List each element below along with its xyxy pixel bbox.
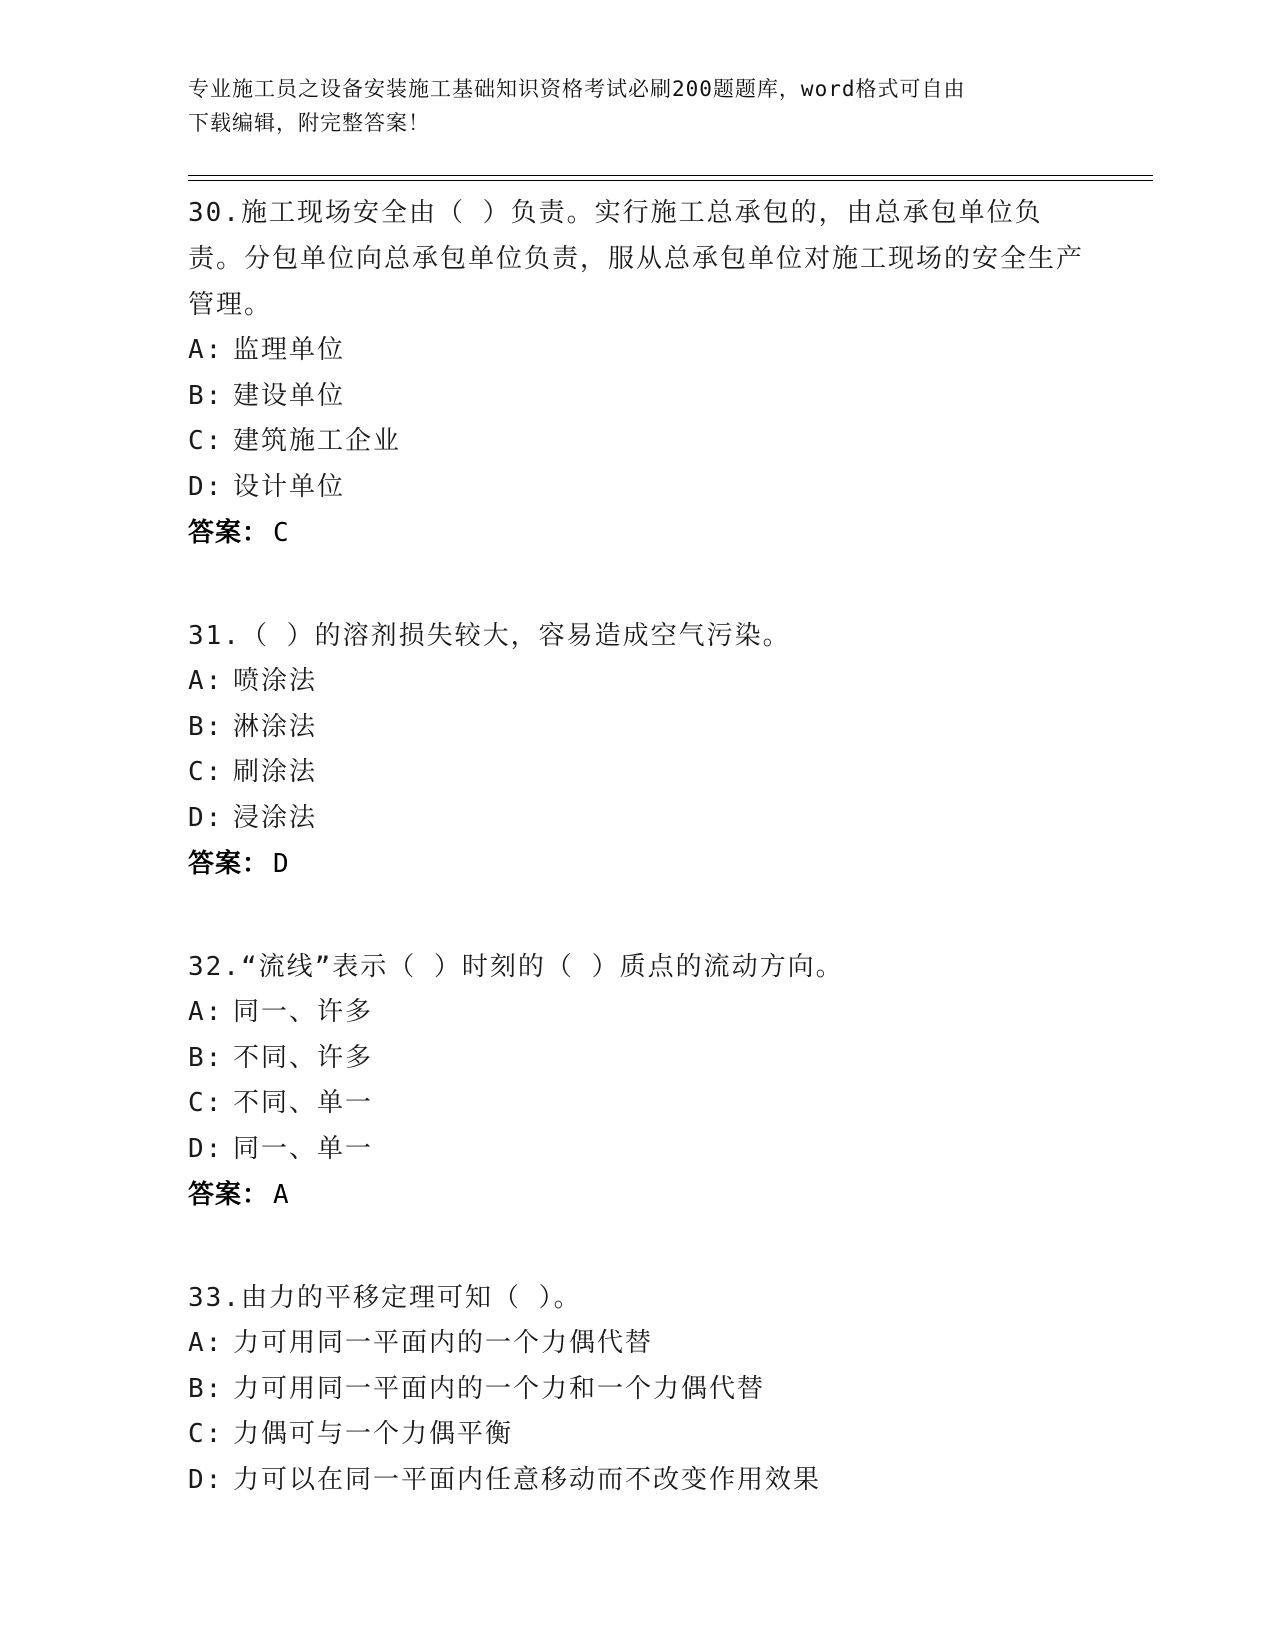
- header-divider-bottom: [188, 180, 1153, 181]
- option-key: D:: [188, 1464, 224, 1495]
- question-text: 32.“流线”表示（ ）时刻的（ ）质点的流动方向。: [188, 952, 844, 982]
- question-block: [188, 613, 1088, 887]
- option-text: 力可以在同一平面内任意移动而不改变作用效果: [233, 1464, 822, 1495]
- question-text: 31.（ ）的溶剂损失较大，容易造成空气污染。: [188, 621, 791, 651]
- answer-option: [188, 1036, 1088, 1082]
- answer-option: [188, 796, 1088, 842]
- option-text: 力偶可与一个力偶平衡: [233, 1419, 514, 1449]
- question-text: 33.由力的平移定理可知（ ）。: [188, 1283, 582, 1313]
- answer-line: [188, 510, 1088, 556]
- header-divider-top: [188, 175, 1153, 176]
- option-text: 建筑施工企业: [233, 426, 402, 456]
- answer-label: 答案：: [188, 518, 270, 548]
- option-text: 刷涂法: [233, 757, 318, 787]
- answer-option: [188, 1081, 1088, 1127]
- option-text: 淋涂法: [233, 711, 318, 742]
- header-line-2: 下载编辑，附完整答案！: [188, 111, 430, 135]
- option-key: D:: [188, 1133, 224, 1164]
- option-key: A:: [188, 1328, 224, 1358]
- answer-option: [188, 328, 1088, 374]
- question-block: [188, 190, 1088, 556]
- option-text: 监理单位: [233, 335, 346, 365]
- option-key: A:: [188, 666, 224, 696]
- option-text: 同一、单一: [233, 1133, 374, 1164]
- option-key: B:: [188, 1373, 224, 1404]
- option-text: 不同、单一: [233, 1088, 374, 1118]
- answer-label: 答案：: [188, 1180, 270, 1210]
- answer-line: [188, 1172, 1088, 1218]
- option-key: D:: [188, 471, 224, 502]
- option-key: B:: [188, 380, 224, 411]
- answer-option: [188, 705, 1088, 751]
- option-text: 浸涂法: [233, 802, 318, 833]
- answer-option: [188, 419, 1088, 465]
- answer-option: [188, 750, 1088, 796]
- option-key: C:: [188, 1088, 224, 1118]
- answer-option: [188, 1367, 1088, 1413]
- option-key: C:: [188, 757, 224, 787]
- answer-value: A: [273, 1180, 289, 1210]
- option-text: 设计单位: [233, 471, 346, 502]
- answer-line: [188, 841, 1088, 887]
- option-text: 建设单位: [233, 380, 346, 411]
- answer-option: [188, 374, 1088, 420]
- question-block: [188, 1275, 1088, 1503]
- answer-label: 答案：: [188, 849, 270, 879]
- question-list: [188, 190, 1088, 1560]
- answer-value: C: [273, 518, 289, 548]
- option-key: B:: [188, 711, 224, 742]
- option-text: 同一、许多: [233, 997, 374, 1027]
- document-header: [188, 72, 1068, 140]
- option-key: C:: [188, 1419, 224, 1449]
- option-key: D:: [188, 802, 224, 833]
- answer-option: [188, 1321, 1088, 1367]
- option-key: A:: [188, 335, 224, 365]
- option-key: A:: [188, 997, 224, 1027]
- answer-option: [188, 659, 1088, 705]
- option-text: 喷涂法: [233, 666, 318, 696]
- header-line-1: 专业施工员之设备安装施工基础知识资格考试必刷200题题库，word格式可自由: [188, 77, 966, 101]
- option-text: 不同、许多: [233, 1042, 374, 1073]
- answer-option: [188, 1412, 1088, 1458]
- question-block: [188, 944, 1088, 1218]
- question-text: 30.施工现场安全由（ ）负责。实行施工总承包的，由总承包单位负责。分包单位向总承包单位负责，服从总承包单位对施工现场的安全生产管理。: [188, 198, 1085, 320]
- option-text: 力可用同一平面内的一个力偶代替: [233, 1328, 654, 1358]
- answer-value: D: [273, 849, 289, 879]
- answer-option: [188, 465, 1088, 511]
- answer-option: [188, 1458, 1088, 1504]
- option-key: C:: [188, 426, 224, 456]
- answer-option: [188, 990, 1088, 1036]
- option-text: 力可用同一平面内的一个力和一个力偶代替: [233, 1373, 766, 1404]
- option-key: B:: [188, 1042, 224, 1073]
- answer-option: [188, 1127, 1088, 1173]
